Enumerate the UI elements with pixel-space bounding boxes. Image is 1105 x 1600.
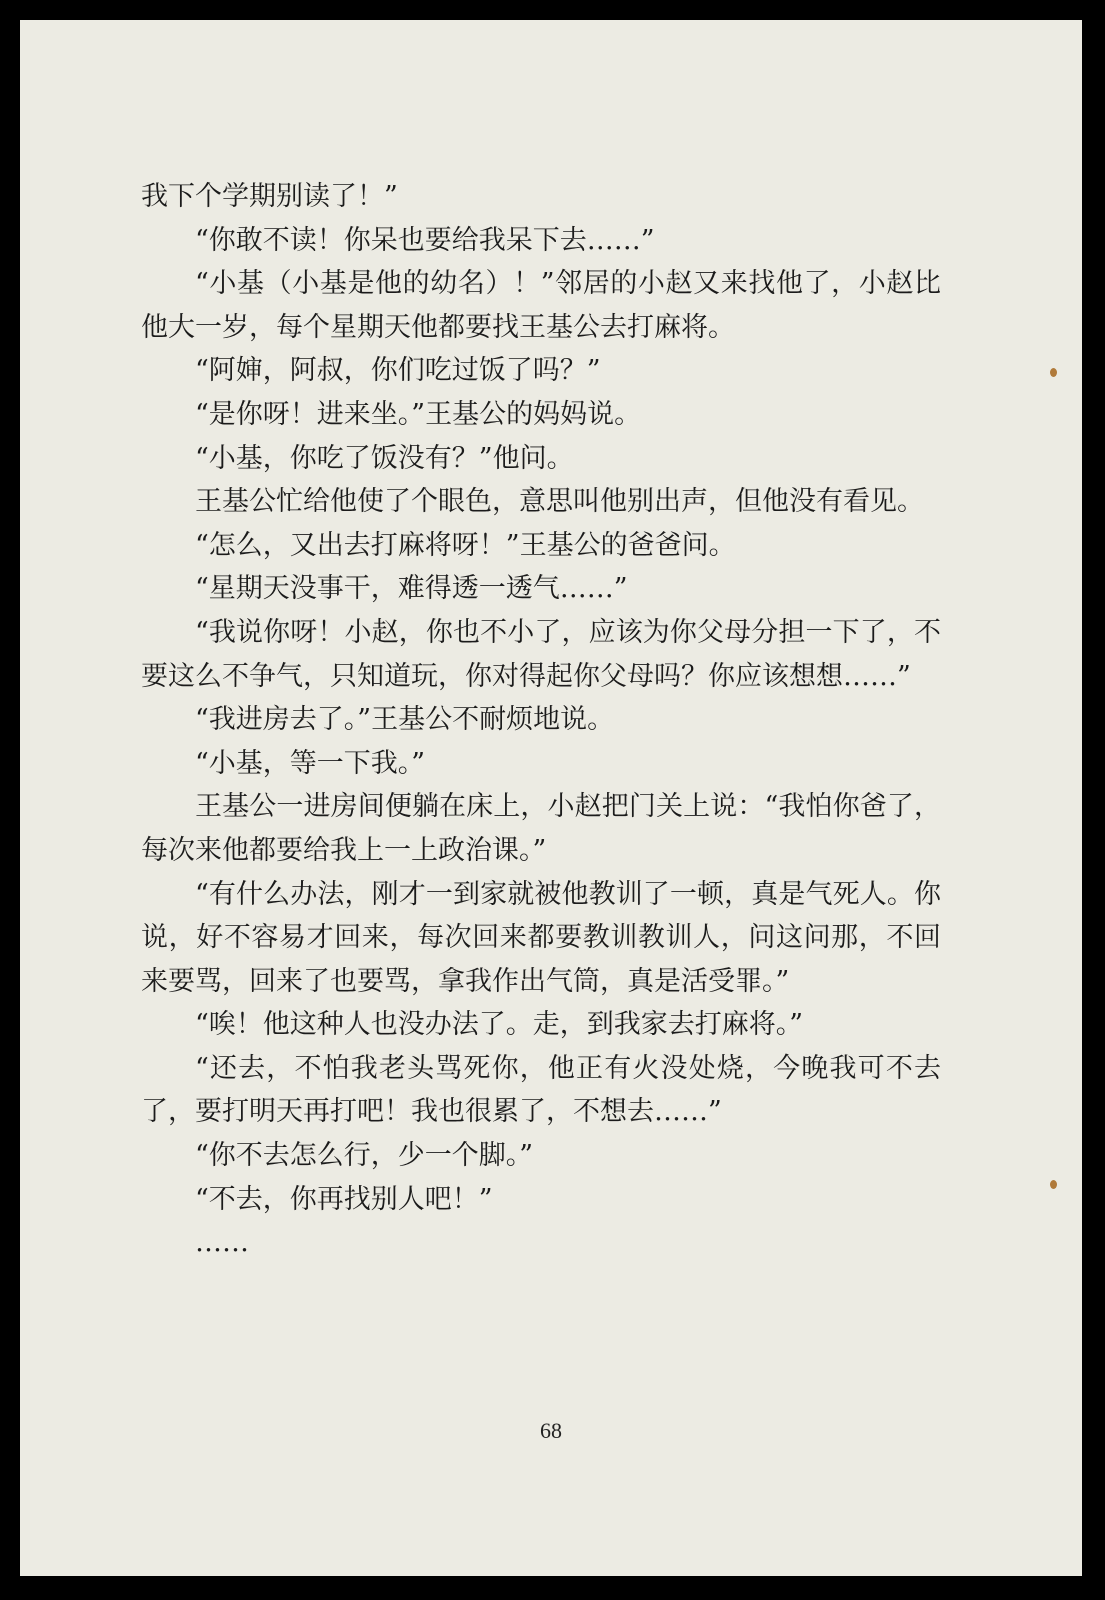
paragraph: “我进房去了。”王基公不耐烦地说。 [195,704,615,736]
body-text [141,175,941,1265]
paragraph: 我下个学期别读了！” [141,181,398,212]
page-number: 68 [540,1418,562,1443]
paragraph: 王基公忙给他使了个眼色，意思叫他别出声，但他没有看见。 [195,486,924,518]
paper-speck [1050,1180,1057,1189]
paragraph: “是你呀！进来坐。”王基公的妈妈说。 [195,398,642,430]
paragraph: “你敢不读！你呆也要给我呆下去……” [195,224,655,256]
paragraph: “唉！他这种人也没办法了。走，到我家去打麻将。” [195,1009,804,1041]
paragraph: “小基，等一下我。” [195,747,426,779]
paragraph: “有什么办法，刚才一到家就被他教训了一顿，真是气死人。你说，好不容易才回来，每次回来都要教训教训人，问这问那，不回来要骂，回来了也要骂，拿我作出气筒，真是活受罪。” [141,878,941,997]
paragraph: …… [195,1227,249,1259]
paragraph: “星期天没事干，难得透一透气……” [195,573,628,605]
paragraph: “小基，你吃了饭没有？”他问。 [195,442,574,474]
paragraph: “还去，不怕我老头骂死你，他正有火没处烧，今晚我可不去了，要打明天再打吧！我也很累了，不想去……” [141,1052,941,1128]
paragraph: 王基公一进房间便躺在床上，小赵把门关上说：“我怕你爸了，每次来他都要给我上一上政治课。” [141,791,941,866]
paragraph: “你不去怎么行，少一个脚。” [195,1140,534,1172]
paragraph: “小基（小基是他的幼名）！”邻居的小赵又来找他了，小赵比他大一岁，每个星期天他都要找王基公去打麻将。 [141,268,941,343]
book-page [20,20,1082,1576]
paragraph: “我说你呀！小赵，你也不小了，应该为你父母分担一下了，不要这么不争气，只知道玩，你对得起你父母吗？你应该想想……” [141,616,941,692]
paragraph: “阿婶，阿叔，你们吃过饭了吗？” [195,355,601,387]
paper-speck [1050,368,1057,377]
paragraph: “不去，你再找别人吧！” [195,1183,493,1215]
paragraph: “怎么，又出去打麻将呀！”王基公的爸爸问。 [195,529,736,561]
